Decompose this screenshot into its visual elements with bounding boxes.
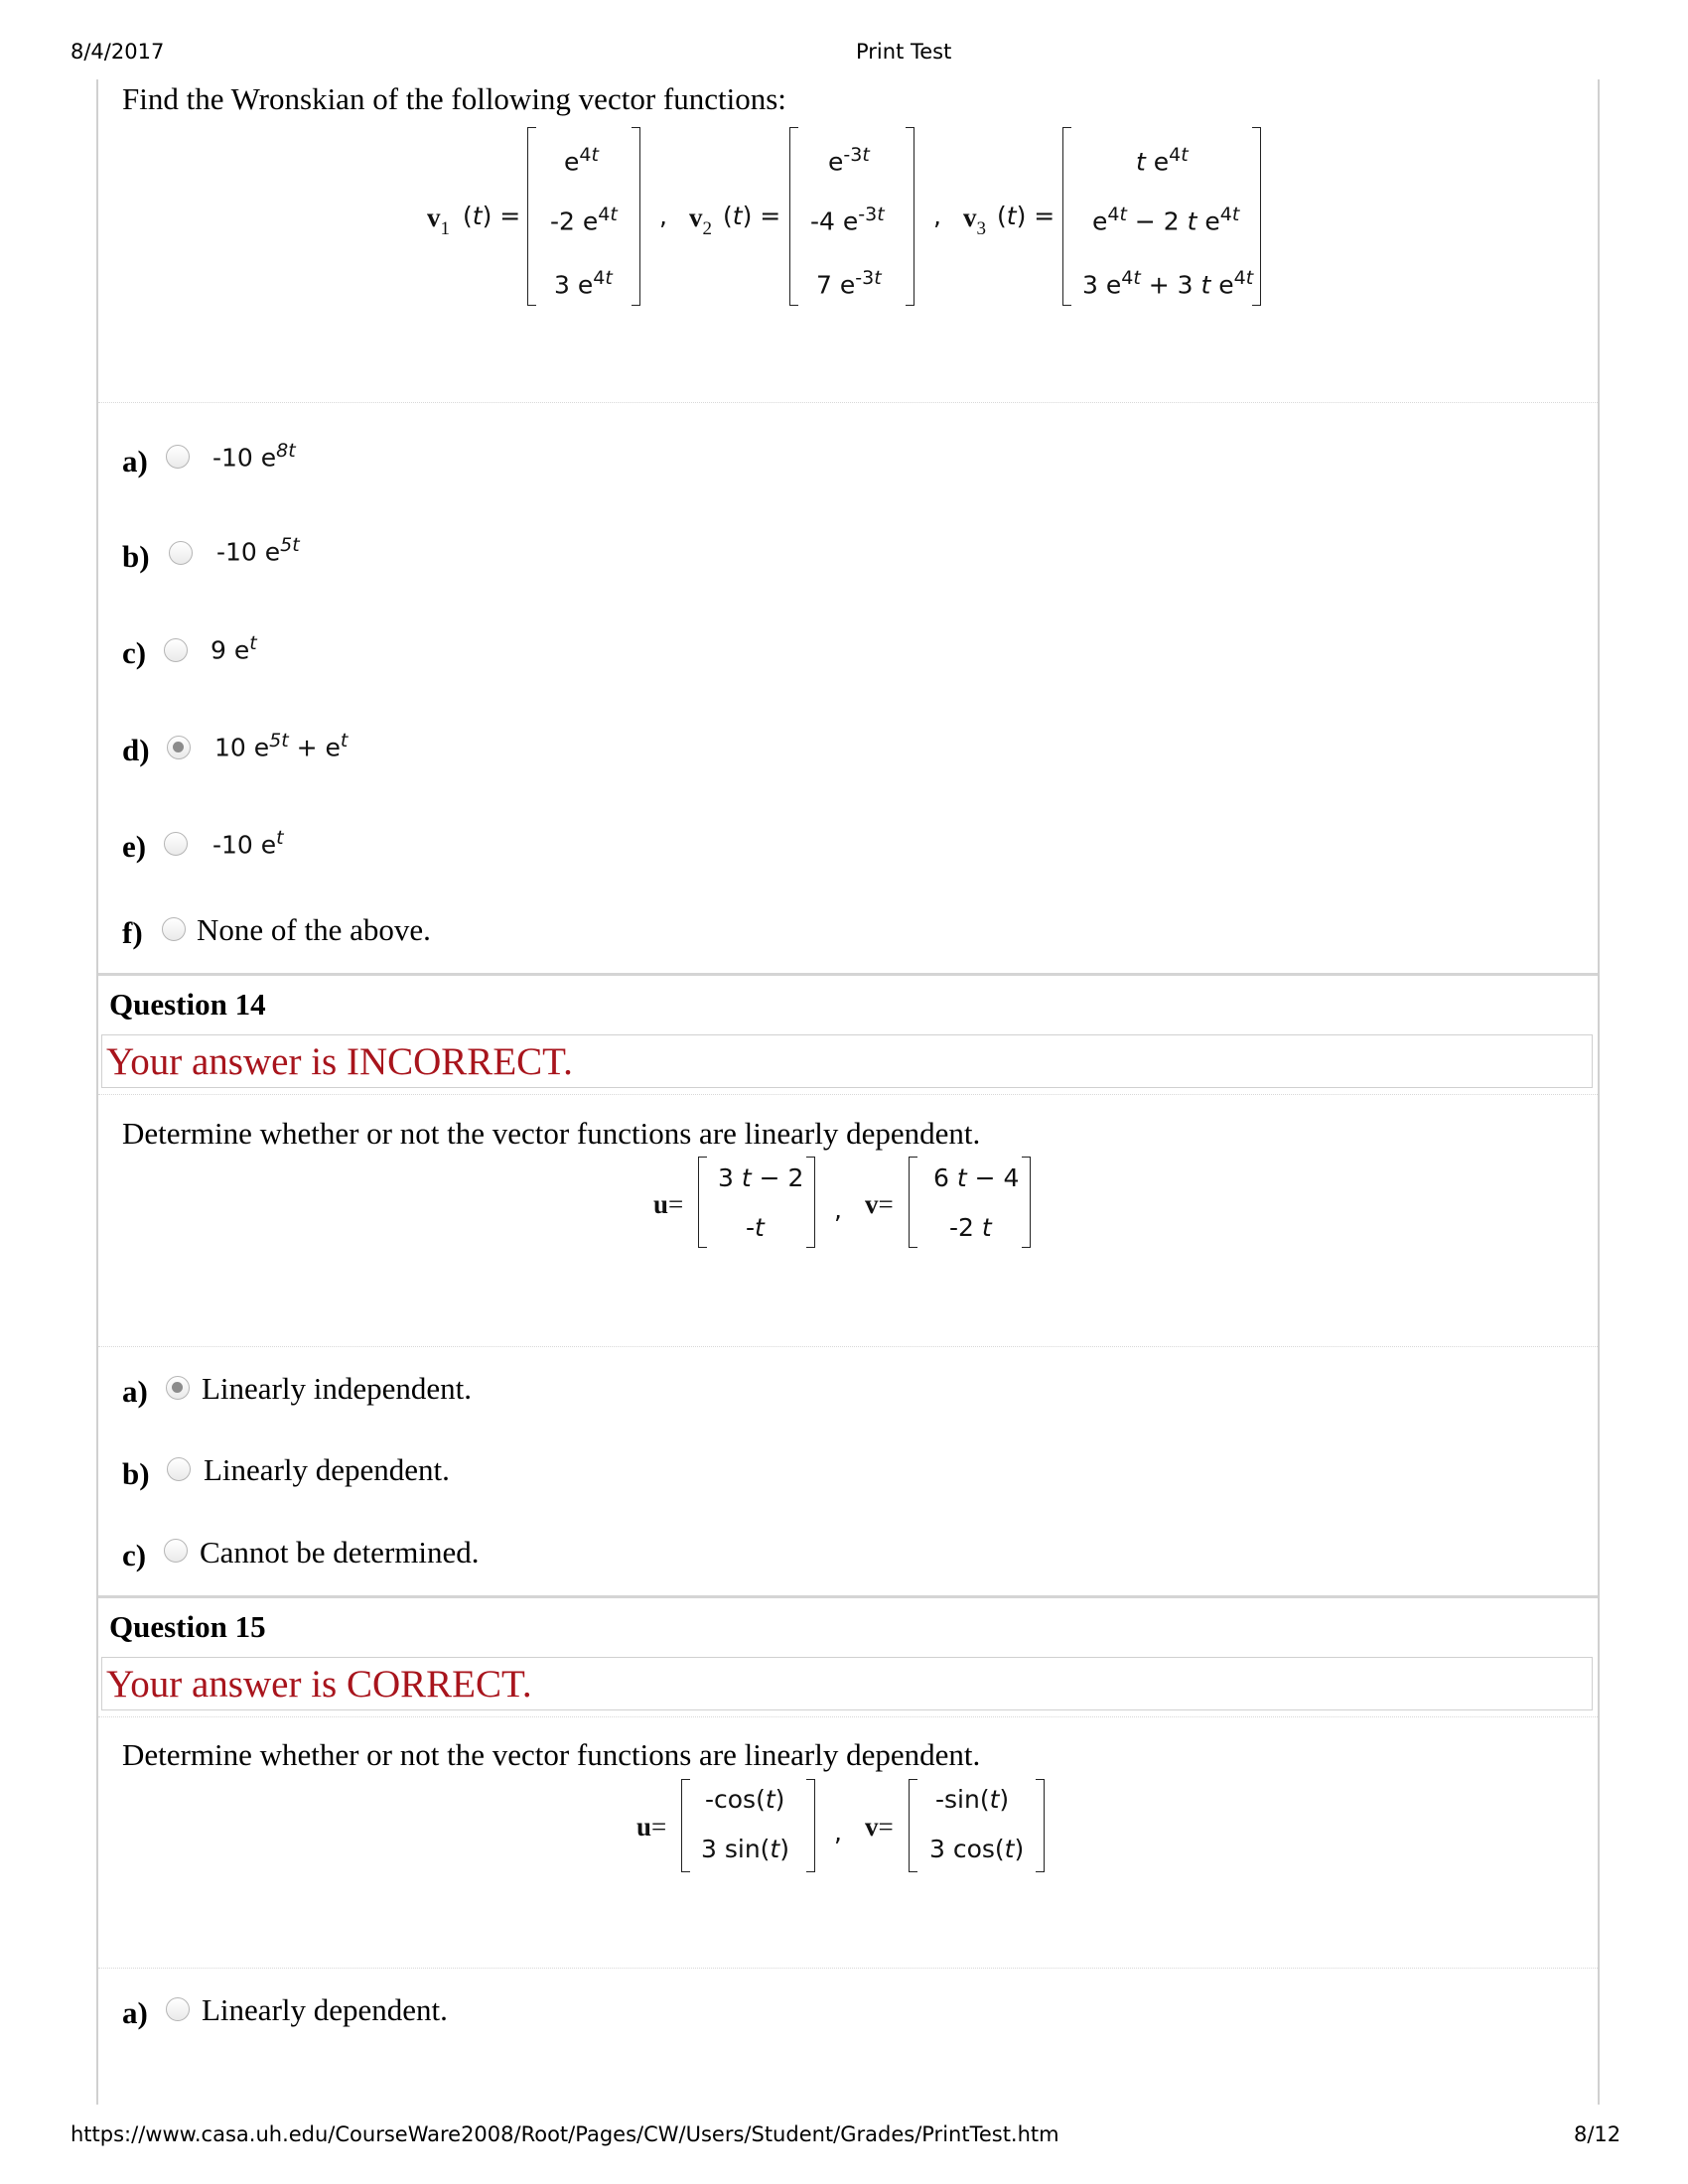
divider (98, 402, 1598, 403)
q14-option-c-text: Cannot be determined. (200, 1535, 480, 1570)
question-separator (98, 973, 1598, 976)
v1-bracket-left (527, 127, 536, 306)
v-bracket-right (1036, 1779, 1045, 1872)
q13-radio-f[interactable] (162, 917, 186, 941)
q15-radio-a[interactable] (166, 1997, 190, 2021)
q15-result-box (101, 1657, 1593, 1710)
divider (98, 1716, 1598, 1717)
v3-bracket-left (1062, 127, 1071, 306)
divider (98, 1968, 1598, 1969)
u-bracket-right (806, 1157, 815, 1248)
q13-radio-c[interactable] (164, 638, 188, 662)
q13-prompt: Find the Wronskian of the following vector functions: (122, 81, 786, 116)
v2-label: $v_2$ (689, 203, 712, 239)
content-frame-left (96, 79, 98, 2105)
v3-label: $v_3$ (963, 203, 986, 239)
divider (98, 1094, 1598, 1095)
page-url: https://www.casa.uh.edu/CourseWare2008/Root/Pages/CW/Users/Student/Grades/PrintTest.htm (70, 2122, 1059, 2146)
q14-option-b-text: Linearly dependent. (204, 1452, 450, 1487)
q15-title: Question 15 (109, 1609, 266, 1644)
q15-result-text: Your answer is CORRECT. (106, 1663, 532, 1706)
v3-bracket-right (1252, 127, 1261, 306)
option-label: c) (122, 1538, 147, 1572)
option-label: a) (122, 444, 148, 478)
option-label: e) (122, 829, 147, 864)
u-bracket-right (806, 1779, 815, 1872)
q14-result-text: Your answer is INCORRECT. (106, 1040, 573, 1083)
v-bracket-right (1022, 1157, 1031, 1248)
u-label: u= (636, 1812, 667, 1842)
print-title: Print Test (856, 40, 952, 64)
q13-radio-b[interactable] (169, 541, 193, 565)
option-label: c) (122, 635, 147, 670)
q13-option-a-value: -10 $e^{8t}$ (212, 440, 296, 473)
print-date: 8/4/2017 (70, 40, 165, 64)
q14-option-a-text: Linearly independent. (202, 1371, 473, 1406)
q13-option-f-text: None of the above. (197, 912, 431, 947)
content-frame-right (1598, 79, 1600, 2105)
q14-title: Question 14 (109, 987, 266, 1022)
q13-radio-a[interactable] (166, 445, 190, 469)
q14-result-box (101, 1034, 1593, 1088)
v-label: v= (865, 1189, 894, 1219)
q14-prompt: Determine whether or not the vector functions are linearly dependent. (122, 1116, 981, 1151)
q13-option-d-value: 10 $e^{5t} + e^t$ (214, 730, 349, 762)
option-label: f) (122, 915, 143, 950)
v1-bracket-right (632, 127, 640, 306)
option-label: a) (122, 1374, 148, 1409)
q13-option-c-value: 9 $e^t$ (211, 632, 257, 665)
q14-radio-a[interactable] (166, 1376, 190, 1400)
divider (98, 1346, 1598, 1347)
option-label: a) (122, 1995, 148, 2030)
page-number: 8/12 (1574, 2122, 1621, 2146)
q15-option-a-text: Linearly dependent. (202, 1992, 448, 2027)
q15-prompt: Determine whether or not the vector functions are linearly dependent. (122, 1737, 981, 1772)
v1-label: $v_1$ (427, 203, 450, 239)
v-bracket-left (909, 1157, 917, 1248)
u-label: u= (653, 1189, 684, 1219)
v2-bracket-left (789, 127, 798, 306)
option-label: b) (122, 539, 150, 574)
option-label: b) (122, 1456, 150, 1491)
q14-radio-c[interactable] (164, 1539, 188, 1563)
q13-option-e-value: -10 $e^t$ (212, 827, 284, 860)
q13-radio-e[interactable] (164, 832, 188, 856)
u-bracket-left (681, 1779, 690, 1872)
q14-radio-b[interactable] (167, 1457, 191, 1481)
q13-option-b-value: -10 $e^{5t}$ (216, 534, 300, 567)
v2-bracket-right (906, 127, 914, 306)
v-bracket-left (909, 1779, 917, 1872)
option-label: d) (122, 733, 150, 767)
u-bracket-left (698, 1157, 707, 1248)
question-separator (98, 1595, 1598, 1598)
v-label: v= (865, 1812, 894, 1842)
q13-radio-d[interactable] (167, 736, 191, 759)
